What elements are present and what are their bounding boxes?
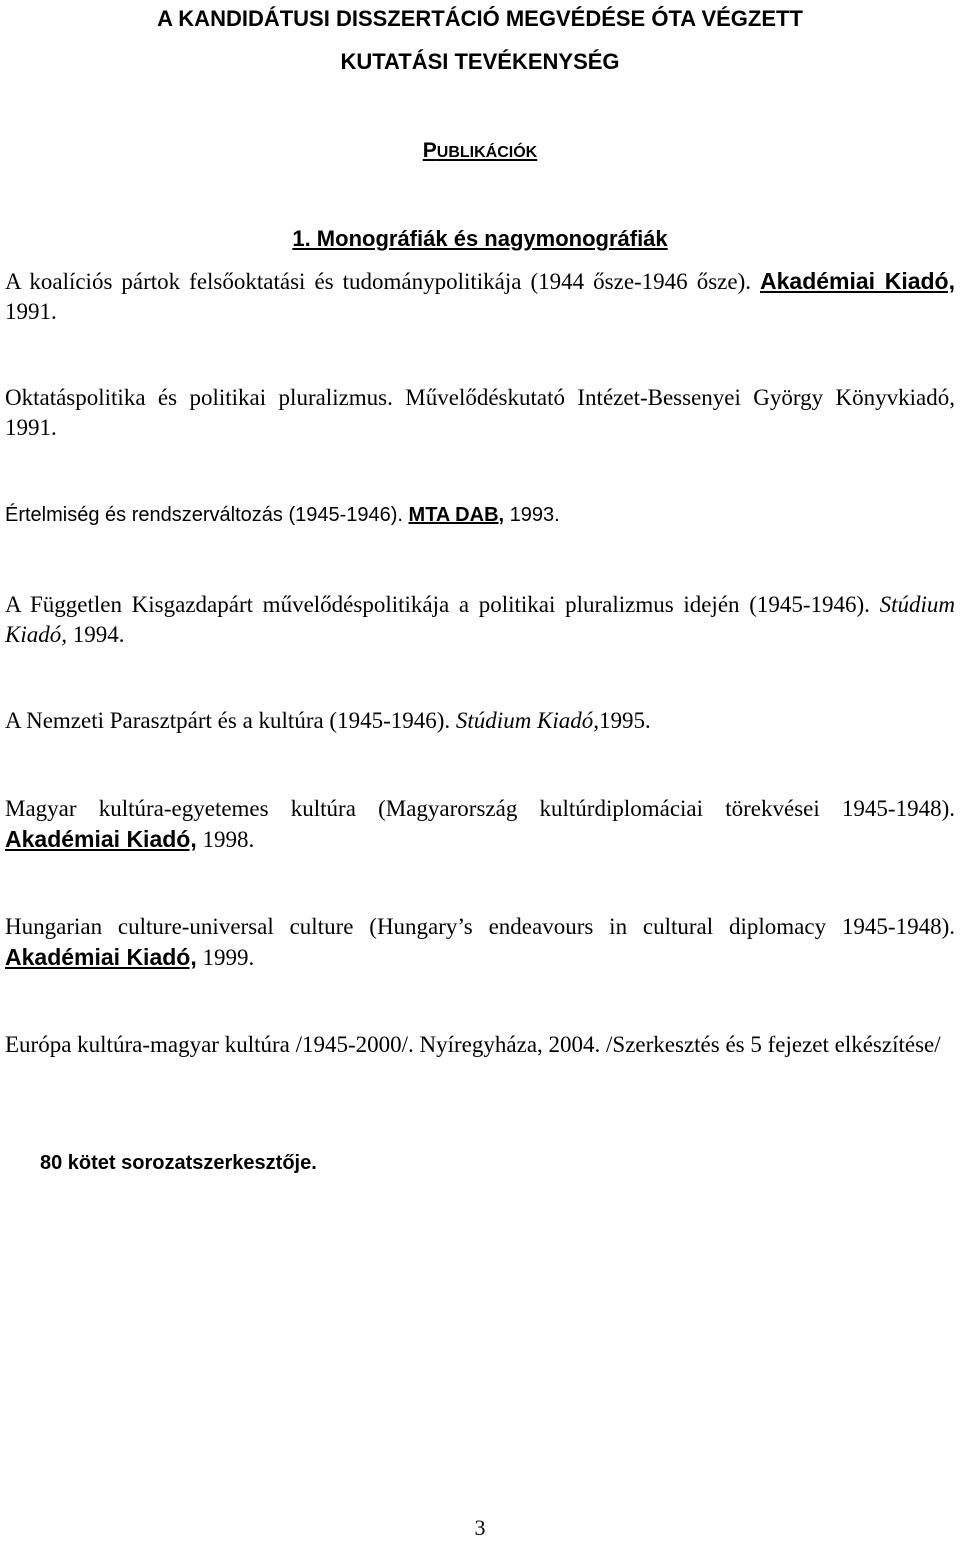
section-heading-rest: UBLIKÁCIÓK — [436, 144, 538, 161]
subsection-heading: 1. Monográfiák és nagymonográfiák — [292, 226, 668, 251]
publication-publisher: Akadémiai Kiadó, — [5, 826, 197, 852]
publication-year: 1998. — [196, 827, 255, 852]
publication-publisher: MTA DAB, — [408, 504, 505, 526]
publication-publisher: Akadémiai Kiadó, — [760, 268, 955, 294]
publication-entry — [5, 590, 955, 650]
publication-text: Oktatáspolitika és politikai pluralizmus. Művelődéskutató Intézet-Bessenyei György Könyvkiadó, 1991. — [5, 385, 955, 440]
publication-year: 1991. — [5, 299, 57, 324]
publication-entry — [5, 383, 955, 443]
publication-text: A Független Kisgazdapárt művelődéspolitikája a politikai pluralizmus idején (1945-1946). — [5, 592, 880, 617]
publication-text: A koalíciós pártok felsőoktatási és tudománypolitikája (1944 ősze-1946 ősze). — [5, 269, 760, 294]
series-editor-note: 80 kötet sorozatszerkesztője. — [40, 1152, 317, 1174]
section-heading-initial: P — [422, 139, 437, 162]
publication-entry — [5, 794, 955, 855]
publication-entry — [5, 912, 955, 973]
publication-entry — [5, 1030, 955, 1060]
publication-year: 1995. — [599, 708, 651, 733]
publication-publisher: Akadémiai Kiadó, — [5, 944, 197, 970]
publication-publisher: Stúdium Kiadó, — [455, 708, 600, 733]
publication-text: Magyar kultúra-egyetemes kultúra (Magyarország kultúrdiplomáciai törekvései 1945-1948). — [5, 796, 955, 821]
page-number: 3 — [474, 1515, 486, 1540]
publication-year: 1994. — [66, 622, 125, 647]
publication-entry — [5, 706, 955, 736]
publication-year: 1999. — [196, 945, 255, 970]
section-heading — [0, 136, 960, 168]
publication-entry — [5, 266, 955, 327]
publication-publisher: Stúdium Kiadó, — [5, 592, 955, 647]
publication-text: Hungarian culture-universal culture (Hungary’s endeavours in cultural diplomacy 1945-1948). — [5, 914, 955, 939]
publication-text: A Nemzeti Parasztpárt és a kultúra (1945-1946). — [5, 708, 456, 733]
publication-entry — [5, 500, 955, 530]
document-title-line-2: KUTATÁSI TEVÉKENYSÉG — [340, 49, 620, 74]
document-title-line-1: A KANDIDÁTUSI DISSZERTÁCIÓ MEGVÉDÉSE ÓTA VÉGZETT — [157, 6, 803, 31]
publication-text: Értelmiség és rendszerváltozás (1945-1946). — [5, 504, 409, 526]
publication-year: 1993. — [504, 504, 560, 526]
publication-text: Európa kultúra-magyar kultúra /1945-2000/. Nyíregyháza, 2004. /Szerkesztés és 5 fejezet elkészítése/ — [5, 1032, 941, 1057]
